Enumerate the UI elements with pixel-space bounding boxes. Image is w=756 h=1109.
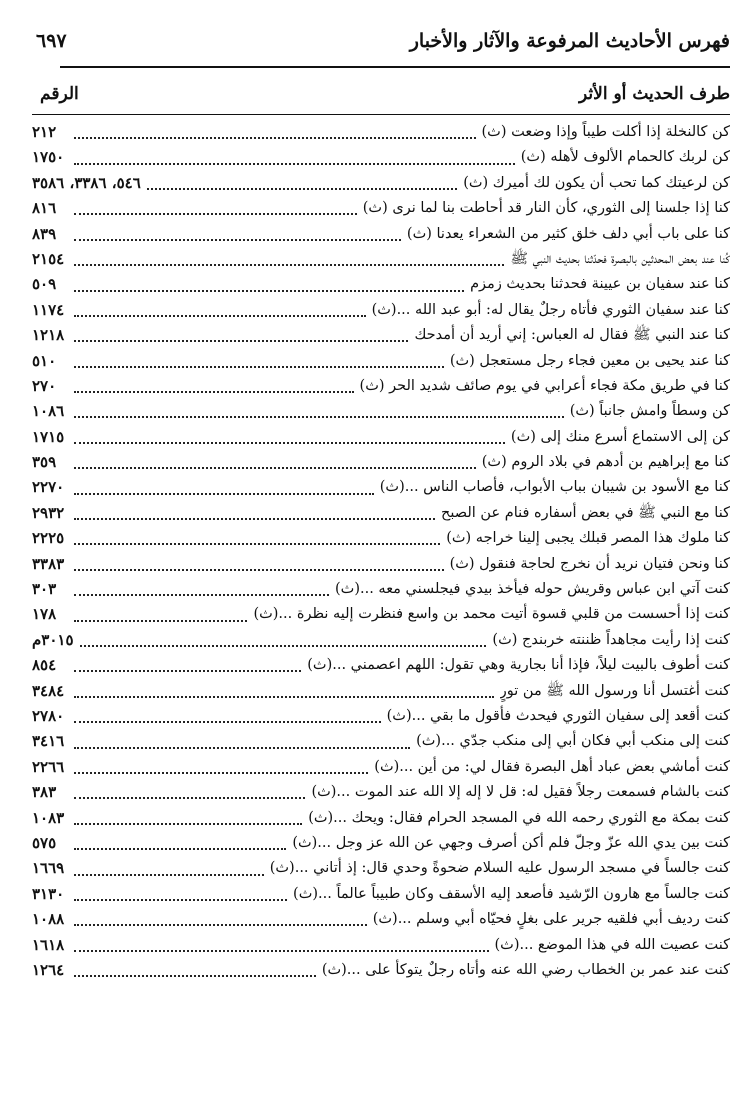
index-entry — [32, 349, 730, 374]
index-entry — [32, 577, 730, 602]
entry-text: كنا مع إبراهيم بن أدهم في بلاد الروم (ث) — [481, 454, 730, 471]
dot-leader — [80, 644, 487, 647]
index-entry — [32, 171, 730, 196]
entry-text: كنا مع النبي ﷺ في بعض أسفاره فنام عن الصبح — [441, 504, 730, 521]
dot-leader — [74, 212, 357, 215]
index-entry — [32, 882, 730, 907]
dot-leader — [74, 669, 301, 672]
entry-text: كنا عند سفيان بن عيينة فحدثنا بحديث زمزم — [470, 276, 730, 293]
entry-number: ١٢٦٤ — [32, 960, 65, 979]
entry-number: ٣٤٨٤ — [32, 681, 65, 700]
running-header — [36, 30, 730, 62]
index-entry — [32, 475, 730, 500]
entry-text: كنا على باب أبي دلف خلق كثير من الشعراء يعدنا (ث) — [406, 225, 730, 242]
index-entry — [32, 907, 730, 932]
text-column-header: طرف الحديث أو الأثر — [579, 84, 730, 104]
index-entry — [32, 501, 730, 526]
dot-leader — [74, 390, 354, 393]
page-number: ٦٩٧ — [36, 30, 67, 52]
entry-text: كنت جالساً مع هارون الرّشيد فأصعد إليه الأسقف وكان طبيباً عالماً ...(ث) — [293, 885, 730, 902]
index-entry — [32, 552, 730, 577]
entry-text: كنت آتي ابن عباس وقريش حوله فيأخذ بيدي فيجلسني معه ...(ث) — [335, 581, 730, 598]
entry-text: كنا عند سفيان الثوري فأتاه رجلٌ يقال له: أبو عبد الله ...(ث) — [371, 301, 730, 318]
entry-text: كنت أقعد إلى سفيان الثوري فيحدث فأقول ما بقي ...(ث) — [386, 707, 730, 724]
entry-number: ٥٤٦، ٣٣٨٦، ٣٥٨٦ — [32, 173, 141, 192]
index-entry — [32, 755, 730, 780]
entry-number: ٣٣٨٣ — [32, 554, 65, 573]
dot-leader — [74, 441, 505, 444]
index-entry — [32, 247, 730, 272]
entry-number: ٢١٥٤ — [32, 249, 65, 268]
entry-number: ١٧١٥ — [32, 427, 65, 446]
entry-number: ٢٢٦٦ — [32, 757, 65, 776]
index-entry — [32, 704, 730, 729]
entry-text: كنت عصيت الله في هذا الموضع ...(ث) — [494, 936, 730, 953]
index-entry — [32, 679, 730, 704]
dot-leader — [74, 517, 435, 520]
index-entry — [32, 958, 730, 983]
dot-leader — [74, 847, 286, 850]
entry-number: ٨٣٩ — [32, 224, 57, 243]
entry-text: كنت عند عمر بن الخطاب رضي الله عنه وأتاه رجلٌ يتوكأ على ...(ث) — [321, 961, 730, 978]
dot-leader — [74, 873, 264, 876]
entry-text: كنا في طريق مكة فجاء أعرابي في يوم صائف شديد الحر (ث) — [359, 377, 730, 394]
entry-text: كن وسطاً وامش جانباً (ث) — [569, 403, 730, 420]
index-entries — [32, 120, 730, 983]
entry-number: ١٠٨٣ — [32, 808, 65, 827]
dot-leader — [74, 492, 374, 495]
entry-number: ٣٠٣ — [32, 580, 57, 599]
entry-number: ٢٧٠ — [32, 376, 57, 395]
entry-text: كنت إذا أحسست من قلبي قسوة أتيت محمد بن واسع فنظرت إليه نظرة ...(ث) — [253, 606, 730, 623]
entry-number: ١٧٥٠ — [32, 148, 65, 167]
dot-leader — [74, 619, 247, 622]
entry-number: ١٦١٨ — [32, 935, 65, 954]
entry-number: ٢٩٣٢ — [32, 503, 65, 522]
index-entry — [32, 145, 730, 170]
dot-leader — [74, 593, 329, 596]
entry-number: ٣٠١٥م — [32, 630, 74, 649]
entry-text: كنت رديف أبي فلقيه جرير على بغلٍ فحيّاه أبي وسلم ...(ث) — [372, 911, 730, 928]
dot-leader — [74, 466, 476, 469]
entry-text: كنا إذا جلسنا إلى الثوري، كأن النار قد أحاطت بنا لما نرى (ث) — [362, 200, 730, 217]
entry-text: كنت أطوف بالبيت ليلاً، فإذا أنا بجارية وهي تقول: اللهم اعصمني ...(ث) — [307, 657, 730, 674]
entry-text: كنت أغتسل أنا ورسول الله ﷺ من تورٍ — [499, 682, 730, 699]
dot-leader — [74, 289, 464, 292]
dot-leader — [74, 263, 504, 266]
entry-text: كنا عند النبي ﷺ فقال له العباس: إني أريد أن أمدحك — [414, 327, 730, 344]
dot-leader — [74, 339, 408, 342]
entry-number: ١١٧٤ — [32, 300, 65, 319]
header-title: فهرس الأحاديث المرفوعة والآثار والأخبار — [409, 30, 730, 52]
index-entry — [32, 450, 730, 475]
index-entry — [32, 933, 730, 958]
entry-text: كنا عند يحيى بن معين فجاء رجل مستعجل (ث) — [449, 352, 730, 369]
entry-number: ٣١٣٠ — [32, 884, 65, 903]
index-entry — [32, 856, 730, 881]
index-entry — [32, 729, 730, 754]
header-rule — [60, 66, 730, 68]
dot-leader — [74, 542, 440, 545]
index-entry — [32, 120, 730, 145]
entry-text: كنت جالساً في مسجد الرسول عليه السلام ضحوةً وحدي قال: إذ أتاني ...(ث) — [269, 860, 730, 877]
index-entry — [32, 298, 730, 323]
dot-leader — [74, 162, 515, 165]
index-entry — [32, 196, 730, 221]
entry-number: ٢٧٨٠ — [32, 706, 65, 725]
dot-leader — [74, 771, 368, 774]
entry-text: كنا ونحن فتيان نريد أن نخرج لحاجة فنقول (ث) — [449, 555, 730, 572]
dot-leader — [74, 923, 367, 926]
index-entry — [32, 272, 730, 297]
index-entry — [32, 628, 730, 653]
dot-leader — [74, 568, 444, 571]
entry-number: ٢١٢ — [32, 123, 57, 141]
entry-text: كن إلى الاستماع أسرع منك إلى (ث) — [510, 428, 730, 445]
index-entry — [32, 780, 730, 805]
entry-text: كنت بين يدي الله عزّ وجلّ فلم أكن أصرف وجهي عن الله عز وجل ...(ث) — [292, 834, 730, 851]
dot-leader — [74, 822, 302, 825]
entry-number: ٥٧٥ — [32, 833, 57, 852]
dot-leader — [74, 974, 316, 977]
entry-text: كنت بمكة مع الثوري رحمه الله في المسجد الحرام فقال: ويحك ...(ث) — [308, 809, 730, 826]
entry-number: ٢٢٢٥ — [32, 529, 65, 548]
entry-number: ٣٤١٦ — [32, 732, 65, 751]
index-entry — [32, 831, 730, 856]
dot-leader — [74, 238, 401, 241]
entry-number: ١٠٨٨ — [32, 910, 65, 929]
entry-text: كنا مع الأسود بن شيبان بباب الأبواب، فأصاب الناس ...(ث) — [379, 479, 730, 496]
index-entry — [32, 653, 730, 678]
dot-leader — [147, 187, 457, 190]
entry-number: ١٦٦٩ — [32, 859, 65, 878]
dot-leader — [74, 415, 564, 418]
entry-number: ١٧٨ — [32, 605, 57, 624]
column-headers — [40, 84, 730, 110]
dot-leader — [74, 695, 494, 698]
entry-text: كن لربك كالحمام الألوف لأهله (ث) — [520, 149, 730, 166]
entry-number: ١٢١٨ — [32, 326, 65, 345]
dot-leader — [74, 314, 366, 317]
dot-leader — [74, 898, 287, 901]
entry-number: ٨١٦ — [32, 199, 57, 218]
dot-leader — [74, 365, 444, 368]
index-entry — [32, 323, 730, 348]
index-entry — [32, 806, 730, 831]
index-entry — [32, 374, 730, 399]
entry-number: ٥١٠ — [32, 351, 57, 370]
entry-number: ٢٢٧٠ — [32, 478, 65, 497]
index-entry — [32, 399, 730, 424]
entry-text: كُنا عند بعض المحدثين بالبصرة فحدّثنا بحديث النبي ﷺ — [510, 250, 730, 267]
index-entry — [32, 602, 730, 627]
entry-number: ٥٠٩ — [32, 275, 57, 294]
entry-text: كنت بالشام فسمعت رجلاً فقيل له: قل لا إله إلا الله عند الموت ...(ث) — [311, 784, 730, 801]
index-entry — [32, 425, 730, 450]
dot-leader — [74, 136, 476, 139]
entry-number: ١٠٨٦ — [32, 402, 65, 421]
index-entry — [32, 222, 730, 247]
entry-text: كنت إذا رأيت مجاهداً ظننته خربندج (ث) — [492, 631, 730, 648]
column-header-rule — [32, 114, 730, 115]
entry-text: كنا ملوك هذا المصر قبلك يجبى إلينا خراجه (ث) — [446, 530, 730, 547]
entry-number: ٣٨٣ — [32, 783, 57, 802]
dot-leader — [74, 720, 381, 723]
entry-text: كنت إلى منكب أبي فكان أبي إلى منكب جدّي ...(ث) — [416, 733, 730, 750]
entry-number: ٨٥٤ — [32, 656, 57, 675]
index-entry — [32, 526, 730, 551]
entry-text: كنت أماشي بعض عباد أهل البصرة فقال لي: من أين ...(ث) — [374, 758, 730, 775]
entry-text: كن كالنخلة إذا أكلت طيباً وإذا وضعت (ث) — [481, 124, 730, 140]
entry-number: ٣٥٩ — [32, 453, 57, 472]
dot-leader — [74, 746, 410, 749]
number-column-header: الرقم — [40, 84, 79, 104]
entry-text: كن لرعيتك كما تحب أن يكون لك أميرك (ث) — [463, 174, 730, 191]
dot-leader — [74, 949, 489, 952]
dot-leader — [74, 796, 305, 799]
